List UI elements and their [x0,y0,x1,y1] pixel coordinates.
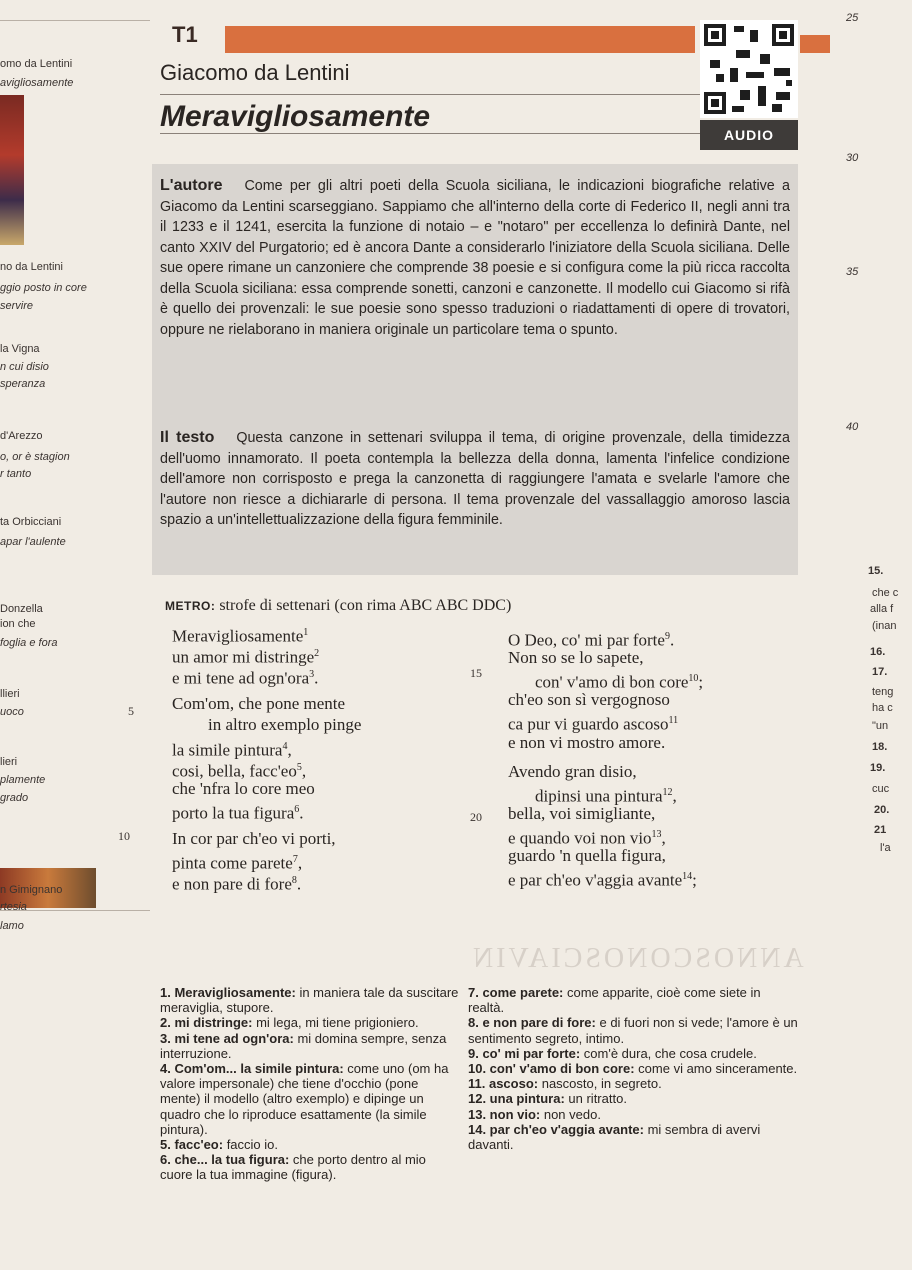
poem-line [508,647,644,670]
note-ref: 10 [688,673,699,685]
text-section [160,428,790,531]
note-key: 13. non vio: [468,1106,541,1122]
note-key: 12. una pintura: [468,1091,565,1107]
note-key: 8. e non pare di fore: [468,1015,596,1031]
right-margin-number: 25 [846,12,859,24]
header-accent-bar-2 [800,35,830,53]
note-ref: 3 [309,669,315,681]
author-text: Come per gli altri poeti della Scuola siciliana, le indicazioni biografiche relative a Giacomo da Lentini scarseggiano. Sappiamo che all'interno della corte di Federico II, negli anni tra il 1233 e il 1241, esercita la funzione di notaio – e "notaro" per eccellenza lo definirà Dante, nel canto XXIV del Purgatorio; ed è ancora Dante a considerarlo l'iniziatore della Scuola siciliana. Delle sue opere rimane un canzoniere che comprende 38 poesie e si configura come la più ricca raccolta della Scuola siciliana: essa comprende sonetti, canzoni e canzonette. Il modello cui Giacomo si rifà è quello dei provenzali: le sue poesie sono spesso traduzioni o riadattamenti di opere di trovatori, oppure ne rielaborano in maniera originale un particolare tema o spunto. [160,178,790,338]
right-margin-text: l'a [880,842,891,854]
poem-line-text: porto la tua figura [172,803,295,823]
poem-line-text: la simile pintura [172,740,283,760]
note-item [160,1152,460,1182]
poem-title: Meravigliosamente [160,100,431,133]
right-margin-text: 20. [874,804,890,816]
note-value: com'è dura, che cosa crudele. [580,1045,757,1061]
note-value: come vi amo sinceramente. [634,1061,798,1077]
note-value: come uno (om ha valore impersonale) che tiene d'occhio (pone mente) il modello (altro exemplo) e dipinge un quadro che lo riproduce esattamente (la simile pintura). [160,1061,449,1137]
note-item [160,1015,460,1030]
left-margin-text: r tanto [0,468,32,480]
right-margin-text: che c [872,587,899,599]
poem-line [508,761,637,784]
note-key: 7. come parete: [468,985,564,1000]
right-margin-text: "un [872,720,889,732]
poem-line-text: In cor par ch'eo vi porti, [172,828,336,848]
poem-line-text: con' v'amo di bon core [535,672,689,692]
text-code: T1 [172,22,198,47]
note-key: 4. Com'om... la simile pintura: [160,1061,344,1077]
poem-line-text: e par ch'eo v'aggia avante [508,870,683,890]
text-description: Questa canzone in settenari sviluppa il tema, di origine provenzale, della timidezza dell'uomo innamorato. Il poeta contempla la bellezza della donna, lamenta l'infelice condizione dell'amore non corrisposto e prega la canzonetta di raggiungere l'amata e svelarle l'amore che l'autore non riesce a dichiararle di persona. Il tema provenzale del vassallaggio amoroso lascia spazio a un'intellettualizzazione della figura femminile. [160,430,791,528]
note-key: 1. Meravigliosamente: [160,985,296,1000]
note-item [160,1137,460,1152]
left-margin-text: la Vigna [0,343,40,355]
left-margin-text: foglia e fora [0,637,58,649]
note-item [468,1061,798,1076]
poem-line-text: e quando voi non vio [508,828,652,848]
note-item [468,985,798,1015]
left-margin-image [0,95,24,245]
poem-line-text: Avendo gran disio, [508,761,637,781]
poem-punct: , [661,828,666,848]
left-margin-text: uoco [0,706,24,718]
note-ref: 6 [294,803,300,815]
poem-line [508,732,665,755]
right-margin-text: 17. [872,666,888,678]
note-ref: 5 [296,761,302,773]
poem-line-text: che 'nfra lo core meo [172,778,315,798]
note-value: faccio io. [223,1137,278,1153]
right-margin-text: teng [872,686,894,698]
left-margin-text: lieri [0,756,18,768]
note-item [468,1122,798,1152]
title-rule [160,133,700,134]
note-value: non vedo. [540,1106,601,1122]
note-value: che porto dentro al mio cuore la tua immagine (figura). [160,1152,426,1183]
audio-button[interactable]: AUDIO [700,120,798,150]
poem-punct: . [299,803,304,823]
note-key: 11. ascoso: [468,1076,539,1092]
note-key: 5. facc'eo: [160,1137,224,1153]
line-number: 20 [470,810,482,824]
poem-line [508,866,697,892]
note-value: mi sembra di avervi davanti. [468,1121,761,1153]
note-ref: 13 [651,828,662,840]
left-margin-text: ta Orbicciani [0,516,62,528]
notes-column-1 [160,985,460,1183]
left-margin-text: ion che [0,618,36,630]
poem-punct: , [297,853,303,873]
left-margin-rule [0,20,150,21]
author-heading: L'autore [160,177,223,194]
right-margin-text: 19. [870,762,886,774]
left-margin-text: n cui disio [0,361,49,373]
left-margin-text: n Gimignano [0,884,63,896]
poem-punct: . [314,668,319,688]
left-margin-text: servire [0,300,34,312]
author-section [160,176,790,340]
note-ref: 7 [292,854,298,865]
poem-line-text: e mi tene ad ogn'ora [172,668,310,688]
note-value: un ritratto. [564,1091,627,1107]
note-key: 14. par ch'eo v'aggia avante: [468,1121,644,1137]
poem-line [208,714,361,737]
bleed-through-text: ANNOSCONOSCIAVIN [470,943,804,974]
poem-line [508,845,666,868]
note-ref: 12 [662,786,673,798]
left-margin-text: rtesia [0,901,27,913]
poem-line-text: guardo 'n quella figura, [508,846,666,865]
poem-line-text: pinta come parete [172,853,293,873]
line-number: 5 [128,704,134,718]
right-margin-number: 30 [846,152,859,164]
poem-line-text: Com'om, che pone mente [172,694,346,714]
note-item [160,1061,460,1137]
right-margin-text: (inan [872,620,897,632]
note-item [468,1107,798,1122]
note-key: 9. co' mi par forte: [468,1045,581,1061]
poem-punct: , [672,786,677,806]
left-margin-text: grado [0,792,29,804]
note-item [468,1046,798,1061]
poem-line-text: ca pur vi guardo ascoso [508,715,669,735]
right-margin-number: 35 [846,266,859,278]
note-value: nascosto, in segreto. [538,1076,662,1092]
header-rule [160,94,700,95]
text-heading: Il testo [160,429,215,446]
left-margin-text: d'Arezzo [0,430,43,442]
note-item [160,985,460,1015]
poem-line [172,828,336,851]
poem-line-text: e non pare di fore [172,874,292,894]
note-ref: 1 [303,627,309,638]
poem-punct: , [287,740,292,760]
note-ref: 14 [682,871,693,883]
left-margin-text: plamente [0,774,46,786]
left-margin-text: speranza [0,378,46,390]
note-item [160,1031,460,1061]
poem-line-text: Non so se lo sapete, [508,648,644,668]
note-value: mi domina sempre, senza interruzione. [160,1030,447,1061]
left-margin-text: ggio posto in core [0,282,87,294]
note-value: mi lega, mi tiene prigioniero. [252,1015,419,1031]
poem-punct: ; [692,870,697,890]
note-key: 2. mi distringe: [160,1015,253,1031]
poem-line-text: in altro exemplo pinge [208,715,362,735]
left-margin-text: Donzella [0,603,43,615]
right-margin-text: 18. [872,741,888,753]
poem-punct: , [301,761,307,781]
right-margin-text: cuc [872,783,890,795]
note-key: 6. che... la tua figura: [160,1152,290,1168]
note-item [468,1091,798,1106]
poem-punct: . [669,630,675,650]
poem-line-text: e non vi mostro amore. [508,732,666,752]
right-margin-text: 15. [868,565,884,577]
notes-column-2 [468,985,798,1152]
left-margin-text: llieri [0,688,20,700]
poem-line-text: ch'eo son sì vergognoso [508,690,670,710]
poem-line-text: dipinsi una pintura [535,786,663,806]
note-ref: 2 [314,648,320,660]
note-value: in maniera tale da suscitare meraviglia, stupore. [160,985,459,1016]
poem-line [508,803,655,826]
poem-line [172,664,318,690]
poem-line-text: O Deo, co' mi par forte [508,630,665,650]
right-margin-text: 16. [870,646,886,658]
note-ref: 11 [668,715,679,727]
left-margin-text: no da Lentini [0,261,63,273]
metre-text: strofe di settenari (con rima ABC ABC DDC) [219,597,512,614]
left-margin-text: o, or è stagion [0,451,70,463]
left-margin-text: apar l'aulente [0,536,66,548]
note-key: 10. con' v'amo di bon core: [468,1061,635,1077]
author-name: Giacomo da Lentini [160,60,350,85]
poem-line [172,778,315,801]
right-margin-number: 40 [846,421,859,433]
line-number: 10 [118,829,130,843]
left-margin-text: omo da Lentini [0,58,73,70]
poem-punct: . [296,874,302,894]
poem-line [172,799,304,825]
poem-punct: ; [698,672,704,692]
poem-line [172,870,301,896]
note-value: e di fuori non si vede; l'amore è un sentimento segreto, intimo. [468,1015,798,1046]
line-number: 15 [470,666,482,680]
poem-line-text: Meravigliosamente [172,626,304,646]
note-value: come apparite, cioè come siete in realtà. [468,985,761,1016]
note-item [468,1076,798,1091]
left-margin-text: avigliosamente [0,77,74,89]
right-margin-text: alla f [870,603,894,615]
note-ref: 4 [282,740,288,752]
left-margin-text: lamo [0,920,24,932]
metre-label: METRO: [165,599,216,613]
poem-line [508,689,670,712]
header-accent-bar [225,26,695,53]
poem-line-text: un amor mi distringe [172,647,315,667]
poem-line-text: bella, voi simigliante, [508,803,656,823]
right-margin-text: ha c [872,702,893,714]
poem-line [172,693,345,716]
qr-code[interactable] [700,20,798,118]
note-key: 3. mi tene ad ogn'ora: [160,1030,294,1046]
note-ref: 9 [664,631,670,642]
right-margin-text: 21 [874,824,887,836]
poem-line-text: cosi, bella, facc'eo [172,761,297,781]
note-item [468,1015,798,1045]
metre-info [165,597,511,615]
note-ref: 8 [291,875,297,887]
